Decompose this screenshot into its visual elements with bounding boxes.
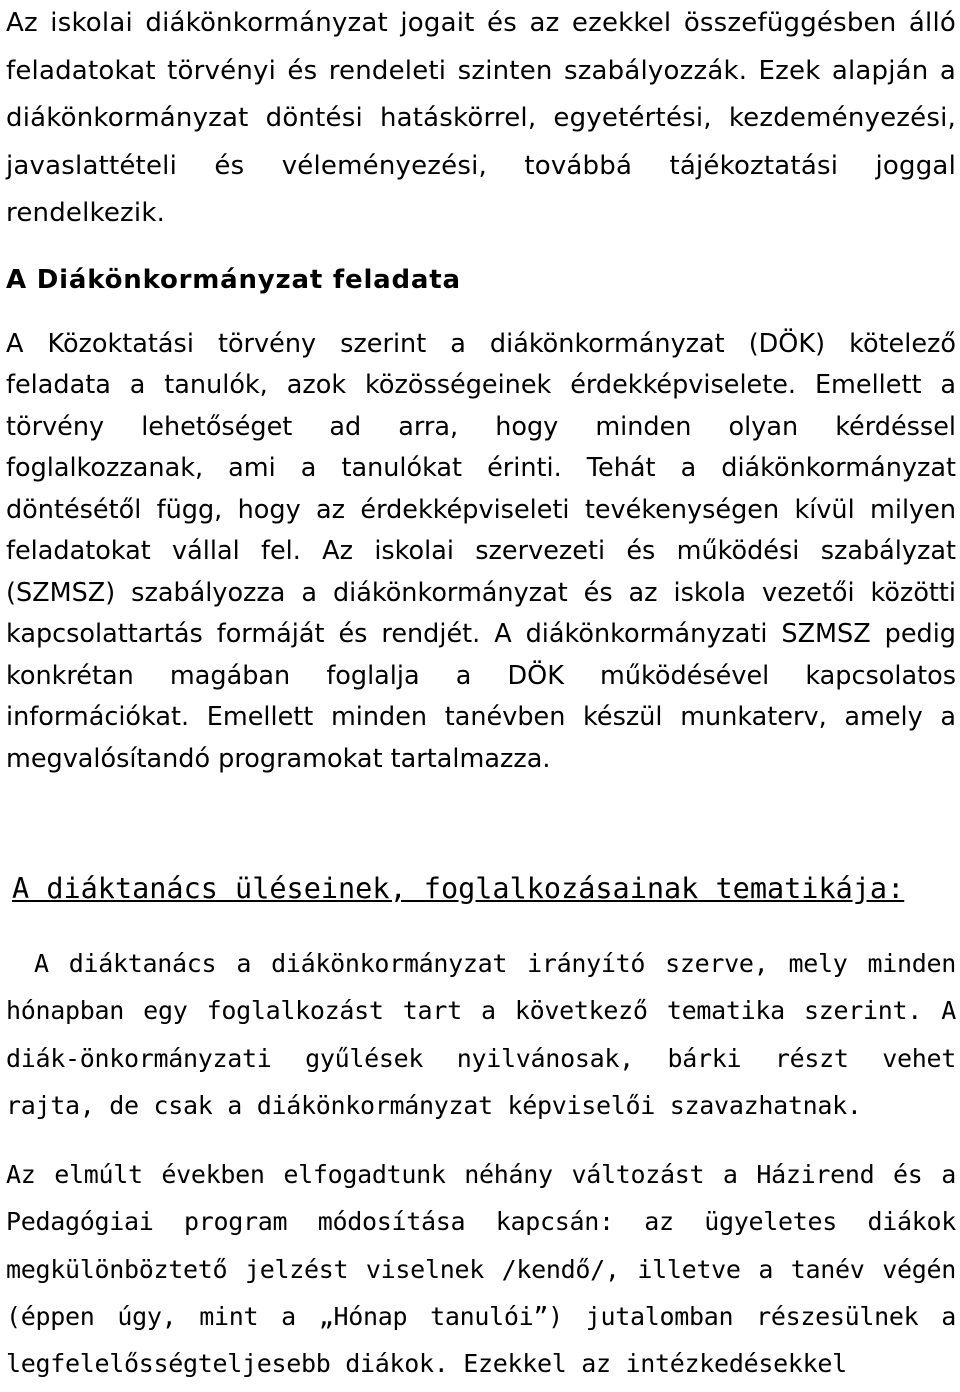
intro-paragraph: Az iskolai diákönkormányzat jogait és az ezekkel összefüggésben álló feladatokat törvényi és rendeleti szinten szabályozzák. Ezek alapján a diákönkormányzat döntési hatáskörrel, egyetértési, kezdeményezési, javaslattételi és véleményezési, továbbá tájékoztatási joggal rendelkezik.: [6, 8, 956, 228]
section-paragraph: A Közoktatási törvény szerint a diákönkormányzat (DÖK) kötelező feladata a tanulók, azok közösségeinek érdekképviselete. Emellett a törvény lehetőséget ad arra, hogy minden olyan kérdéssel foglalkozzanak, ami a tanulókat érinti. Tehát a diákönkormányzat döntésétől függ, hogy az érdekképviseleti tevékenységen kívül milyen feladatokat vállal fel. Az iskolai szervezeti és működési szabályzat (SZMSZ) szabályozza a diákönkormányzat és az iskola vezetői közötti kapcsolattartás formáját és rendjét. A diákönkormányzati SZMSZ pedig konkrétan magában foglalja a DÖK működésével kapcsolatos információkat. Emellett minden tanévben készül munkaterv, amely a megvalósítandó programokat tartalmazza.: [6, 328, 956, 774]
section-heading: A Diákönkormányzat feladata: [6, 264, 461, 295]
document-page: [6, 0, 956, 1388]
changes-paragraph: Az elmúlt években elfogadtunk néhány változást a Házirend és a Pedagógiai program módosítása kapcsán: az ügyeletes diákok megkülönböztető jelzést viselnek /kendő/, illetve a tanév végén (éppen úgy, mint a „Hónap tanulói”) jutalomban részesülnek a legfelelősségteljesebb diákok. Ezekkel az intézkedésekkel: [6, 1160, 956, 1379]
underlined-heading: A diáktanács üléseinek, foglalkozásainak tematikája:: [12, 872, 905, 905]
council-paragraph: A diáktanács a diákönkormányzat irányító szerve, mely minden hónapban egy foglalkozást tart a következő tematika szerint. A diák-önkormányzati gyűlések nyilvánosak, bárki részt vehet rajta, de csak a diákönkormányzat képviselői szavazhatnak.: [6, 949, 956, 1120]
